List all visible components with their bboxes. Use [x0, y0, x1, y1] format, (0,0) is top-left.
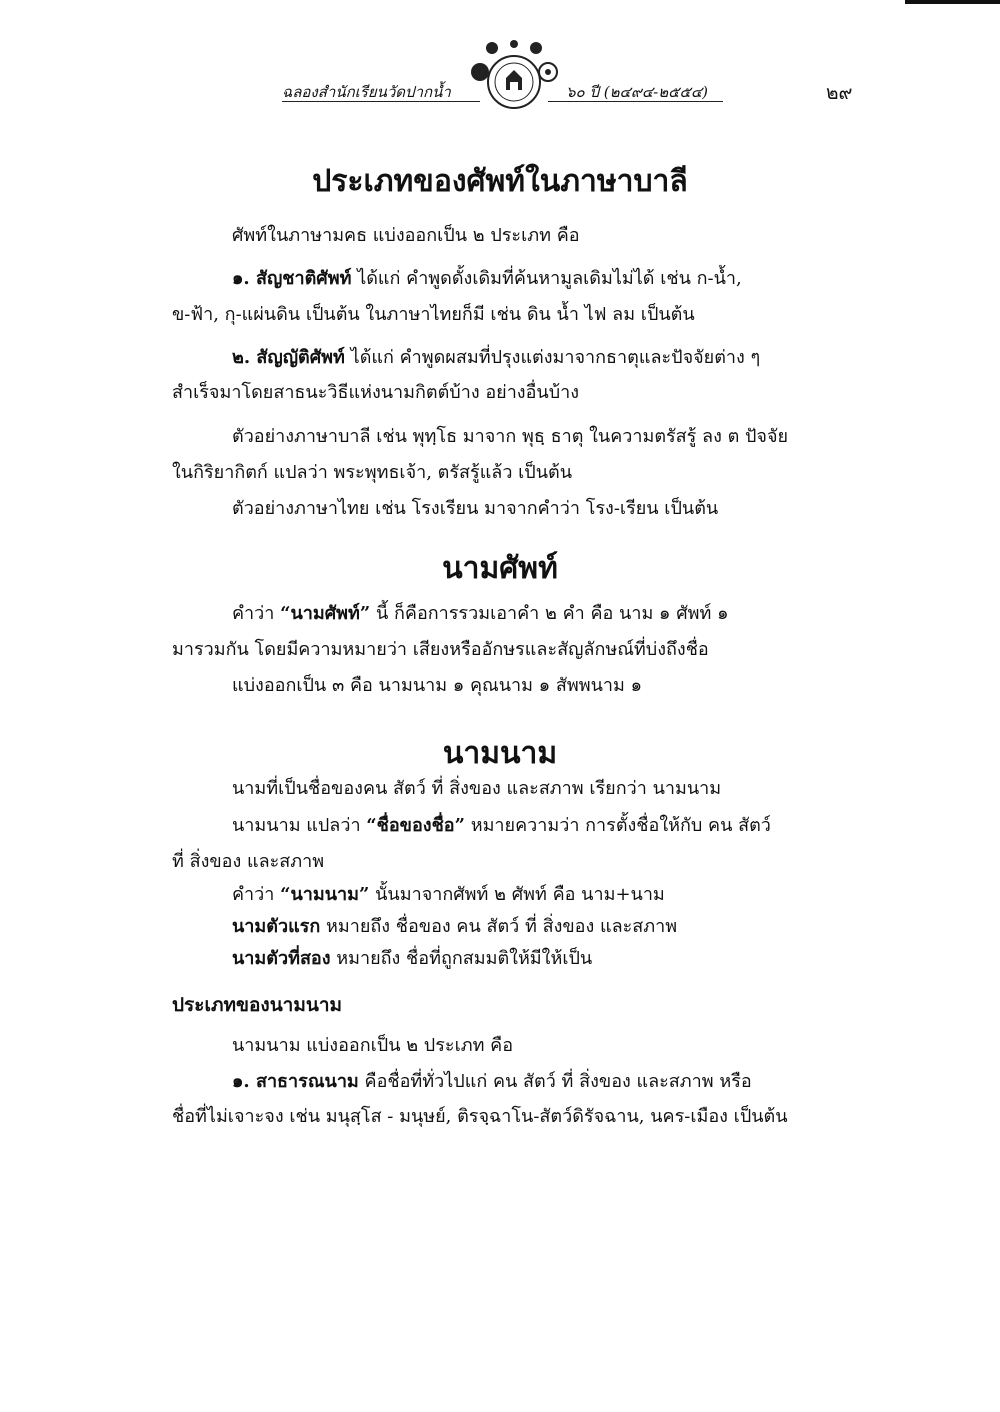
- noun-words-line1: [232, 598, 729, 627]
- pali-example-line1: ตัวอย่างภาษาบาลี เช่น พุทฺโธ มาจาก พุธฺ ธาตุ ในความตรัสรู้ ลง ต ปัจจัย: [232, 426, 789, 447]
- noun-words-line1-post: นี้ ก็คือการรวมเอาคำ ๒ คำ คือ นาม ๑ ศัพท์ ๑: [375, 603, 729, 624]
- common-noun-definition: คือชื่อที่ทั่วไปแก่ คน สัตว์ ที่ สิ่งของ และสภาพ หรือ: [364, 1071, 752, 1092]
- section-title-proper-nouns: นามนาม: [442, 736, 558, 771]
- common-noun-term: ๑. สาธารณนาม: [232, 1071, 359, 1092]
- proper-noun-types-intro: นามนาม แบ่งออกเป็น ๒ ประเภท คือ: [232, 1035, 514, 1056]
- first-noun-line: [232, 911, 677, 940]
- second-noun-term: นามตัวที่สอง: [232, 948, 331, 969]
- intro-paragraph: ศัพท์ในภาษามคธ แบ่งออกเป็น ๒ ประเภท คือ: [232, 225, 580, 246]
- top-edge-mark: [905, 0, 1000, 4]
- temple-seal-icon: [466, 38, 562, 118]
- page-header: [0, 38, 1000, 118]
- item2-term: ๒. สัญญัติศัพท์: [232, 347, 345, 368]
- item1-definition: ได้แก่ คำพูดดั้งเดิมที่ค้นหามูลเดิมไม่ได้ เช่น ก-น้ำ,: [357, 268, 742, 289]
- section-title-word-types: ประเภทของศัพท์ในภาษาบาลี: [312, 164, 688, 199]
- proper-nouns-line4: [232, 879, 665, 908]
- thai-example-line: ตัวอย่างภาษาไทย เช่น โรงเรียน มาจากคำว่า โรง-เรียน เป็นต้น: [232, 498, 719, 519]
- noun-words-line2: มารวมกัน โดยมีความหมายว่า เสียงหรืออักษรและสัญลักษณ์ที่บ่งถึงชื่อ: [172, 639, 709, 660]
- proper-nouns-line4-post: นั้นมาจากศัพท์ ๒ ศัพท์ คือ นาม+นาม: [375, 884, 665, 905]
- proper-nouns-line4-pre: คำว่า: [232, 884, 275, 905]
- header-right-text: ๖๐ ปี (๒๔๙๔-๒๕๕๔): [566, 83, 709, 101]
- section-title-noun-words: นามศัพท์: [442, 551, 558, 586]
- proper-nouns-line1: นามที่เป็นชื่อของคน สัตว์ ที่ สิ่งของ และสภาพ เรียกว่า นามนาม: [232, 778, 722, 799]
- proper-nouns-line2: [232, 810, 771, 839]
- proper-nouns-line2-pre: นามนาม แปลว่า: [232, 815, 361, 836]
- header-right-rule: [548, 101, 723, 102]
- subheading-proper-noun-types: ประเภทของนามนาม: [172, 994, 343, 1016]
- noun-words-line1-pre: คำว่า: [232, 603, 275, 624]
- first-noun-definition: หมายถึง ชื่อของ คน สัตว์ ที่ สิ่งของ และสภาพ: [325, 916, 678, 937]
- item2-line2: สำเร็จมาโดยสาธนะวิธีแห่งนามกิตต์บ้าง อย่างอื่นบ้าง: [172, 382, 580, 403]
- proper-nouns-line3: ที่ สิ่งของ และสภาพ: [172, 851, 325, 872]
- pali-example-line2: ในกิริยากิตก์ แปลว่า พระพุทธเจ้า, ตรัสรู้แล้ว เป็นต้น: [172, 462, 573, 483]
- header-left-text: ฉลองสำนักเรียนวัดปากน้ำ: [282, 83, 451, 101]
- item1-line1: [232, 263, 742, 292]
- second-noun-line: [232, 943, 592, 972]
- item2-line1: [232, 342, 760, 371]
- proper-nouns-meaning: “ชื่อของชื่อ”: [366, 815, 465, 836]
- item2-definition: ได้แก่ คำพูดผสมที่ปรุงแต่งมาจากธาตุและปัจจัยต่าง ๆ: [350, 347, 761, 368]
- proper-nouns-term: “นามนาม”: [280, 884, 370, 905]
- item1-term: ๑. สัญชาติศัพท์: [232, 268, 352, 289]
- second-noun-definition: หมายถึง ชื่อที่ถูกสมมติให้มีให้เป็น: [336, 948, 593, 969]
- noun-words-line3: แบ่งออกเป็น ๓ คือ นามนาม ๑ คุณนาม ๑ สัพพนาม ๑: [232, 675, 642, 696]
- item1-line2: ข-ฟ้า, กุ-แผ่นดิน เป็นต้น ในภาษาไทยก็มี เช่น ดิน น้ำ ไฟ ลม เป็นต้น: [172, 304, 695, 325]
- page-number: ๒๙: [826, 82, 853, 104]
- common-noun-line1: [232, 1066, 752, 1095]
- noun-words-term: “นามศัพท์”: [280, 603, 371, 624]
- common-noun-line2: ชื่อที่ไม่เจาะจง เช่น มนุสฺโส - มนุษย์, ติรจฺฉาโน-สัตว์ดิรัจฉาน, นคร-เมือง เป็นต้น: [172, 1106, 788, 1127]
- header-left-rule: [282, 101, 480, 102]
- proper-nouns-line2-post: หมายความว่า การตั้งชื่อให้กับ คน สัตว์: [470, 815, 771, 836]
- first-noun-term: นามตัวแรก: [232, 916, 321, 937]
